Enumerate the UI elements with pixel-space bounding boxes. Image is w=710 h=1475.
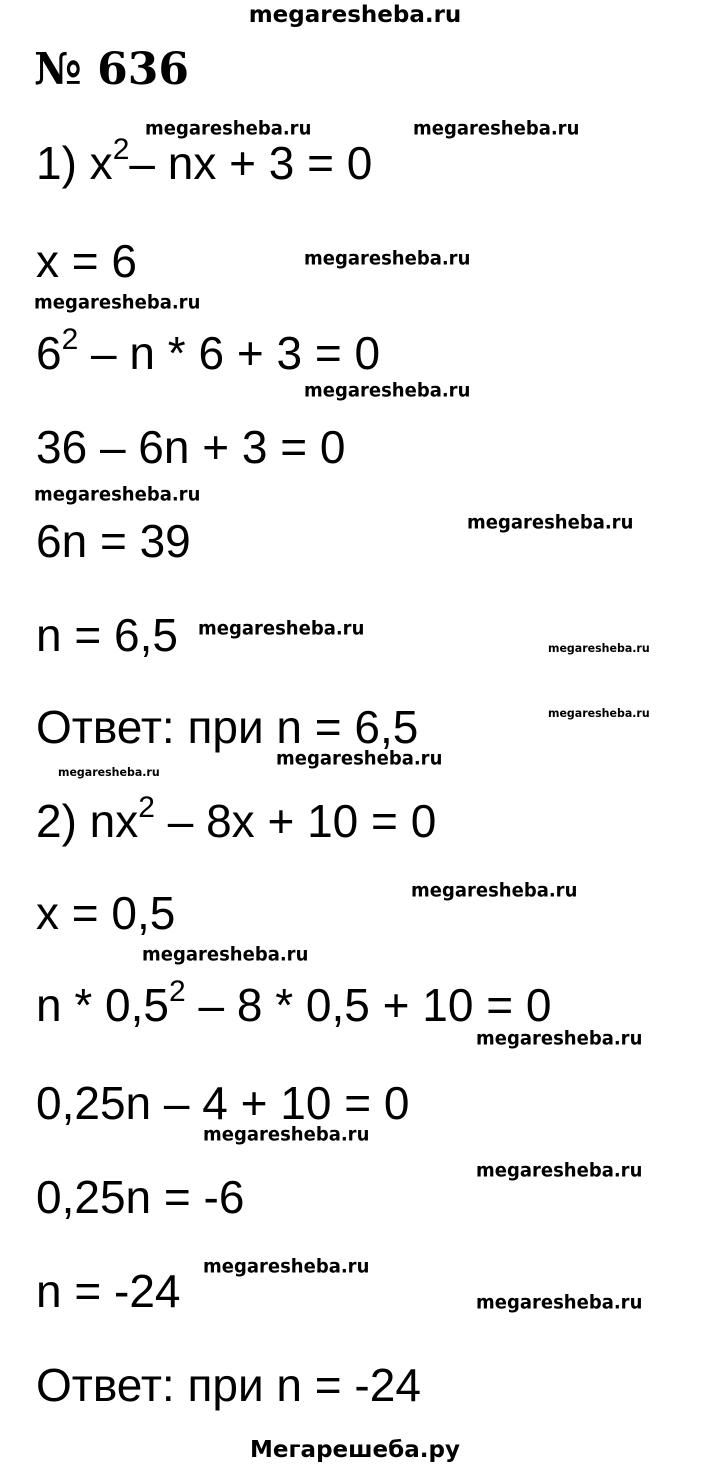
part1-given-x: x = 6 <box>36 235 138 287</box>
part2-substitution-suffix: – 8 * 0,5 + 10 = 0 <box>185 979 552 1031</box>
problem-number: № 636 <box>34 44 189 95</box>
watermark: megaresheba.ru <box>58 765 160 780</box>
watermark: megaresheba.ru <box>476 1027 643 1050</box>
watermark: megaresheba.ru <box>203 1123 370 1146</box>
watermark: megaresheba.ru <box>34 483 201 506</box>
part1-simplified: 36 – 6n + 3 = 0 <box>36 421 346 473</box>
part2-solution: n = -24 <box>36 1265 181 1317</box>
part1-equation-exponent: 2 <box>112 133 130 166</box>
watermark: megaresheba.ru <box>198 617 365 640</box>
part2-substitution-prefix: n * 0,5 <box>36 979 169 1031</box>
part1-equation-suffix: – nx + 3 = 0 <box>129 137 373 189</box>
part2-substitution-exponent: 2 <box>169 975 186 1008</box>
watermark: megaresheba.ru <box>548 706 650 721</box>
part2-simplified: 0,25n – 4 + 10 = 0 <box>36 1077 410 1129</box>
part2-linear: 0,25n = -6 <box>36 1171 245 1223</box>
footer-site-name: Мегарешеба.ру <box>250 1437 460 1463</box>
watermark: megaresheba.ru <box>476 1159 643 1182</box>
watermark: megaresheba.ru <box>411 879 578 902</box>
part1-linear: 6n = 39 <box>36 515 191 567</box>
watermark: megaresheba.ru <box>413 117 580 140</box>
watermark: megaresheba.ru <box>276 747 443 770</box>
part2-answer: Ответ: при n = -24 <box>36 1359 421 1411</box>
watermark: megaresheba.ru <box>203 1255 370 1278</box>
watermark: megaresheba.ru <box>304 247 471 270</box>
part1-substitution-suffix: – n * 6 + 3 = 0 <box>78 327 381 379</box>
part1-substitution-exponent: 2 <box>61 323 79 356</box>
part2-equation-exponent: 2 <box>138 791 155 824</box>
watermark: megaresheba.ru <box>142 943 309 966</box>
watermark: megaresheba.ru <box>548 641 650 656</box>
part2-given-x: x = 0,5 <box>36 887 176 939</box>
part2-equation-suffix: – 8x + 10 = 0 <box>154 795 437 847</box>
part1-substitution <box>36 323 381 379</box>
header-site-name: megaresheba.ru <box>248 2 462 28</box>
watermark: megaresheba.ru <box>467 511 634 534</box>
part2-substitution <box>36 975 552 1031</box>
part1-solution: n = 6,5 <box>36 609 178 661</box>
part1-equation <box>36 133 373 189</box>
part2-equation-prefix: 2) nx <box>36 795 139 847</box>
watermark: megaresheba.ru <box>145 117 312 140</box>
part2-equation <box>36 791 437 847</box>
part1-answer: Ответ: при n = 6,5 <box>36 701 419 753</box>
watermark: megaresheba.ru <box>34 291 201 314</box>
watermark: megaresheba.ru <box>304 379 471 402</box>
watermark: megaresheba.ru <box>476 1291 643 1314</box>
part1-equation-prefix: 1) x <box>36 137 113 189</box>
part1-substitution-prefix: 6 <box>36 327 62 379</box>
